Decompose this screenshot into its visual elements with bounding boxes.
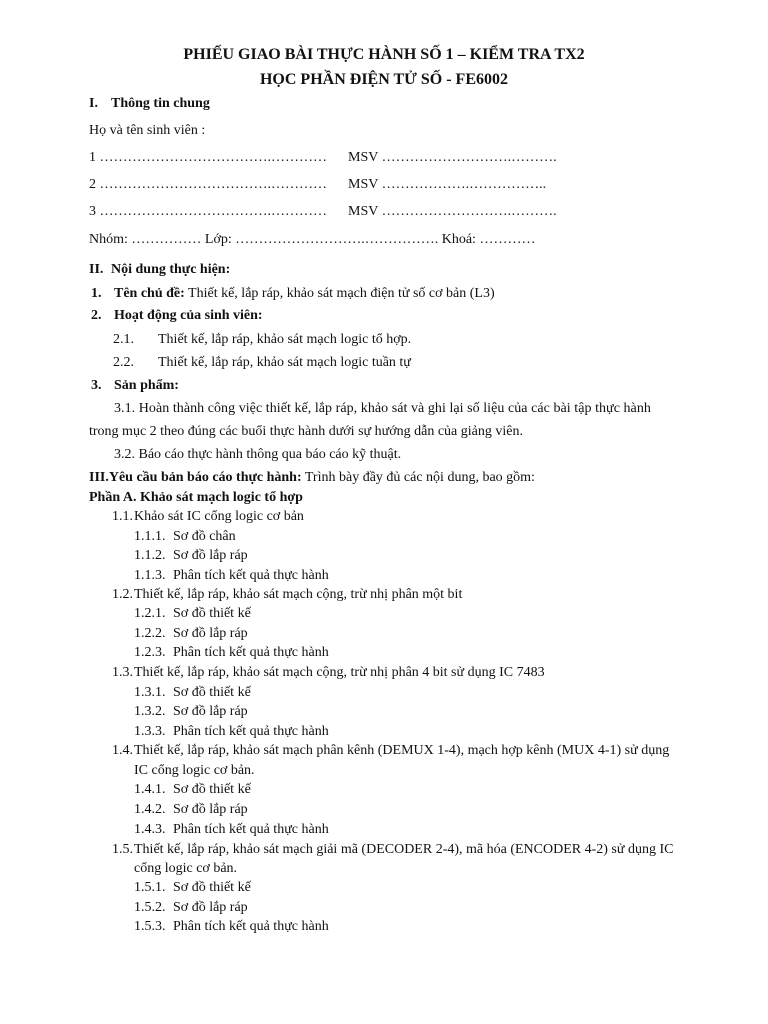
- req-1-5-2-text: Sơ đồ lắp ráp: [173, 900, 248, 915]
- req-1-5-1-number: 1.5.1.: [134, 880, 166, 895]
- req-1-4-3-text: Phân tích kết quả thực hành: [173, 822, 329, 837]
- req-1-4-2-number: 1.4.2.: [134, 802, 166, 817]
- section-2-heading: Nội dung thực hiện:: [111, 262, 231, 277]
- req-1-3-number: 1.3.: [112, 665, 133, 680]
- req-1-1-1-number: 1.1.1.: [134, 529, 166, 544]
- item-2-heading: Hoạt động của sinh viên:: [114, 308, 263, 323]
- topic-text: Thiết kế, lắp ráp, khảo sát mạch điện tử số cơ bản (L3): [188, 286, 495, 301]
- req-1-4-1-text: Sơ đồ thiết kế: [173, 782, 251, 797]
- req-1-2-3-number: 1.2.3.: [134, 645, 166, 660]
- req-1-1-2-number: 1.1.2.: [134, 548, 166, 563]
- msv-line-3: MSV ……………………….……….: [348, 204, 557, 219]
- req-1-3-1-number: 1.3.1.: [134, 685, 166, 700]
- product-3-1-line-1: 3.1. Hoàn thành công việc thiết kế, lắp ráp, khảo sát và ghi lại số liệu của các bài tập thực hành: [114, 401, 651, 416]
- msv-line-1: MSV ……………………….……….: [348, 150, 557, 165]
- req-1-2-3-text: Phân tích kết quả thực hành: [173, 645, 329, 660]
- student-line-2: 2 ……………………………….…………: [89, 177, 327, 192]
- req-1-1-3-text: Phân tích kết quả thực hành: [173, 568, 329, 583]
- req-1-4-2-text: Sơ đồ lắp ráp: [173, 802, 248, 817]
- group-class-course-line: Nhóm: …………… Lớp: ……………………….……………. Khoá: …………: [89, 232, 536, 247]
- req-1-1-text: Khảo sát IC cổng logic cơ bản: [134, 509, 304, 524]
- req-1-5-number: 1.5.: [112, 842, 133, 857]
- req-1-4-1-number: 1.4.1.: [134, 782, 166, 797]
- req-1-2-1-text: Sơ đồ thiết kế: [173, 606, 251, 621]
- req-1-5-3-text: Phân tích kết quả thực hành: [173, 919, 329, 934]
- req-1-5-1-text: Sơ đồ thiết kế: [173, 880, 251, 895]
- product-3-2: 3.2. Báo cáo thực hành thông qua báo cáo kỹ thuật.: [114, 447, 402, 462]
- item-3-number: 3.: [91, 378, 102, 393]
- section-2-number: II.: [89, 262, 104, 277]
- req-1-1-number: 1.1.: [112, 509, 133, 524]
- req-1-2-2-text: Sơ đồ lắp ráp: [173, 626, 248, 641]
- req-1-2-number: 1.2.: [112, 587, 133, 602]
- item-2-number: 2.: [91, 308, 102, 323]
- req-1-1-2-text: Sơ đồ lắp ráp: [173, 548, 248, 563]
- req-1-5-3-number: 1.5.3.: [134, 919, 166, 934]
- part-a-heading: Phần A. Khảo sát mạch logic tổ hợp: [89, 490, 303, 505]
- activity-2-1-number: 2.1.: [113, 332, 134, 347]
- req-1-5-2-number: 1.5.2.: [134, 900, 166, 915]
- topic-label: Tên chủ đề:: [114, 286, 185, 301]
- req-1-5-text-line-1: Thiết kế, lắp ráp, khảo sát mạch giải mã (DECODER 2-4), mã hóa (ENCODER 4-2) sử dụng IC: [134, 842, 674, 857]
- req-1-4-3-number: 1.4.3.: [134, 822, 166, 837]
- section-3-heading: [89, 468, 535, 487]
- activity-2-2-text: Thiết kế, lắp ráp, khảo sát mạch logic tuần tự: [158, 355, 411, 370]
- item-3-heading: Sản phẩm:: [114, 378, 179, 393]
- section-1-heading: Thông tin chung: [111, 96, 210, 111]
- req-1-5-text-line-2: cổng logic cơ bản.: [134, 861, 238, 876]
- student-name-label: Họ và tên sinh viên :: [89, 123, 206, 138]
- req-1-1-1-text: Sơ đồ chân: [173, 529, 236, 544]
- product-3-1-line-2: trong mục 2 theo đúng các buổi thực hành dưới sự hướng dẫn của giảng viên.: [89, 424, 523, 439]
- section-3-title: III.Yêu cầu bản báo cáo thực hành:: [89, 470, 302, 485]
- req-1-4-number: 1.4.: [112, 743, 133, 758]
- section-3-intro: Trình bày đầy đủ các nội dung, bao gồm:: [301, 470, 535, 485]
- req-1-2-2-number: 1.2.2.: [134, 626, 166, 641]
- item-1-number: 1.: [91, 286, 102, 301]
- req-1-4-text-line-2: IC cổng logic cơ bản.: [134, 763, 255, 778]
- req-1-2-1-number: 1.2.1.: [134, 606, 166, 621]
- student-line-1: 1 ……………………………….…………: [89, 150, 327, 165]
- msv-line-2: MSV ……………….……………..: [348, 177, 547, 192]
- req-1-1-3-number: 1.1.3.: [134, 568, 166, 583]
- document-title: PHIẾU GIAO BÀI THỰC HÀNH SỐ 1 – KIỂM TRA TX2: [183, 46, 585, 63]
- req-1-2-text: Thiết kế, lắp ráp, khảo sát mạch cộng, trừ nhị phân một bit: [134, 587, 463, 602]
- req-1-3-2-number: 1.3.2.: [134, 704, 166, 719]
- req-1-3-text: Thiết kế, lắp ráp, khảo sát mạch cộng, trừ nhị phân 4 bit sử dụng IC 7483: [134, 665, 545, 680]
- item-1-line: [114, 284, 495, 303]
- req-1-3-3-text: Phân tích kết quả thực hành: [173, 724, 329, 739]
- req-1-3-3-number: 1.3.3.: [134, 724, 166, 739]
- activity-2-2-number: 2.2.: [113, 355, 134, 370]
- req-1-4-text-line-1: Thiết kế, lắp ráp, khảo sát mạch phân kênh (DEMUX 1-4), mạch hợp kênh (MUX 4-1) sử dụng: [134, 743, 670, 758]
- section-1-number: I.: [89, 96, 98, 111]
- student-line-3: 3 ……………………………….…………: [89, 204, 327, 219]
- req-1-3-2-text: Sơ đồ lắp ráp: [173, 704, 248, 719]
- req-1-3-1-text: Sơ đồ thiết kế: [173, 685, 251, 700]
- course-title: HỌC PHẦN ĐIỆN TỬ SỐ - FE6002: [259, 71, 508, 88]
- activity-2-1-text: Thiết kế, lắp ráp, khảo sát mạch logic tổ hợp.: [158, 332, 412, 347]
